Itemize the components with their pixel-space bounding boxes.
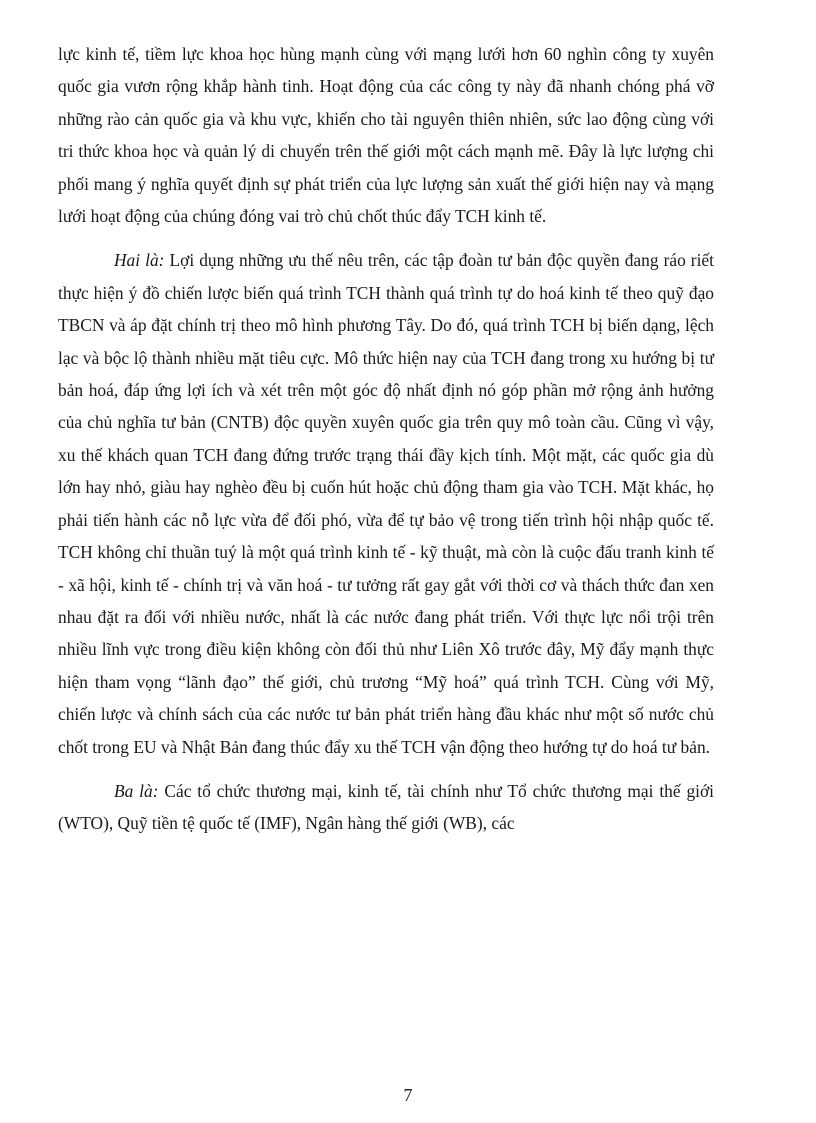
- document-page: [58, 38, 714, 840]
- page-number: 7: [403, 1085, 413, 1105]
- paragraph-lead: Hai là:: [114, 250, 165, 271]
- paragraph-ba-la: [58, 775, 714, 840]
- paragraph-continuation: [58, 38, 714, 232]
- paragraph-hai-la: [58, 244, 714, 763]
- paragraph-text: Lợi dụng những ưu thế nêu trên, các tập đoàn tư bản độc quyền đang ráo riết thực hiện ý đồ chiến lược biến quá trình TCH thành quá trình tự do hoá kinh tế theo quỹ đạo TBCN và áp đặt chính trị theo mô hình phương Tây. Do đó, quá trình TCH bị biến dạng, lệch lạc và bộc lộ thành nhiều mặt tiêu cực. Mô thức hiện nay của TCH đang trong xu hướng bị tư bản hoá, đáp ứng lợi ích và xét trên một góc độ nhất định nó góp phần mở rộng ảnh hưởng của chủ nghĩa tư bản (CNTB) độc quyền xuyên quốc gia trên quy mô toàn cầu. Cũng vì vậy, xu thế khách quan TCH đang đứng trước trạng thái đầy kịch tính. Một mặt, các quốc gia dù lớn hay nhỏ, giàu hay nghèo đều bị cuốn hút hoặc chủ động tham gia vào TCH. Mặt khác, họ phải tiến hành các nỗ lực vừa để đối phó, vừa để tự bảo vệ trong tiến trình hội nhập quốc tế. TCH không chỉ thuần tuý là một quá trình kinh tế - kỹ thuật, mà còn là cuộc đấu tranh kinh tế - xã hội, kinh tế - chính trị và văn hoá - tư tưởng rất gay gắt với thời cơ và thách thức đan xen nhau đặt ra đối với nhiều nước, nhất là các nước đang phát triển. Với thực lực nổi trội trên nhiều lĩnh vực trong điều kiện không còn đối thủ như Liên Xô trước đây, Mỹ đẩy mạnh thực hiện tham vọng “lãnh đạo” thế giới, chủ trương “Mỹ hoá” quá trình TCH. Cùng với Mỹ, chiến lược và chính sách của các nước tư bản phát triển hàng đầu khác như một số nước chủ chốt trong EU và Nhật Bản đang thúc đẩy xu thế TCH vận động theo hướng tự do hoá tư bản.: [58, 250, 714, 757]
- paragraph-lead: Ba là:: [114, 780, 159, 801]
- paragraph-text: lực kinh tế, tiềm lực khoa học hùng mạnh cùng với mạng lưới hơn 60 nghìn công ty xuyên quốc gia vươn rộng khắp hành tinh. Hoạt động của các công ty này đã nhanh chóng phá vỡ những rào cản quốc gia và khu vực, khiến cho tài nguyên thiên nhiên, sức lao động cùng với tri thức khoa học và quản lý di chuyển trên thế giới một cách mạnh mẽ. Đây là lực lượng chi phối mang ý nghĩa quyết định sự phát triển của lực lượng sản xuất thế giới hiện nay và mạng lưới hoạt động của chúng đóng vai trò chủ chốt thúc đẩy TCH kinh tế.: [58, 44, 714, 227]
- paragraph-text: Các tổ chức thương mại, kinh tế, tài chính như Tổ chức thương mại thế giới (WTO), Quỹ tiền tệ quốc tế (IMF), Ngân hàng thế giới (WB), các: [58, 780, 715, 834]
